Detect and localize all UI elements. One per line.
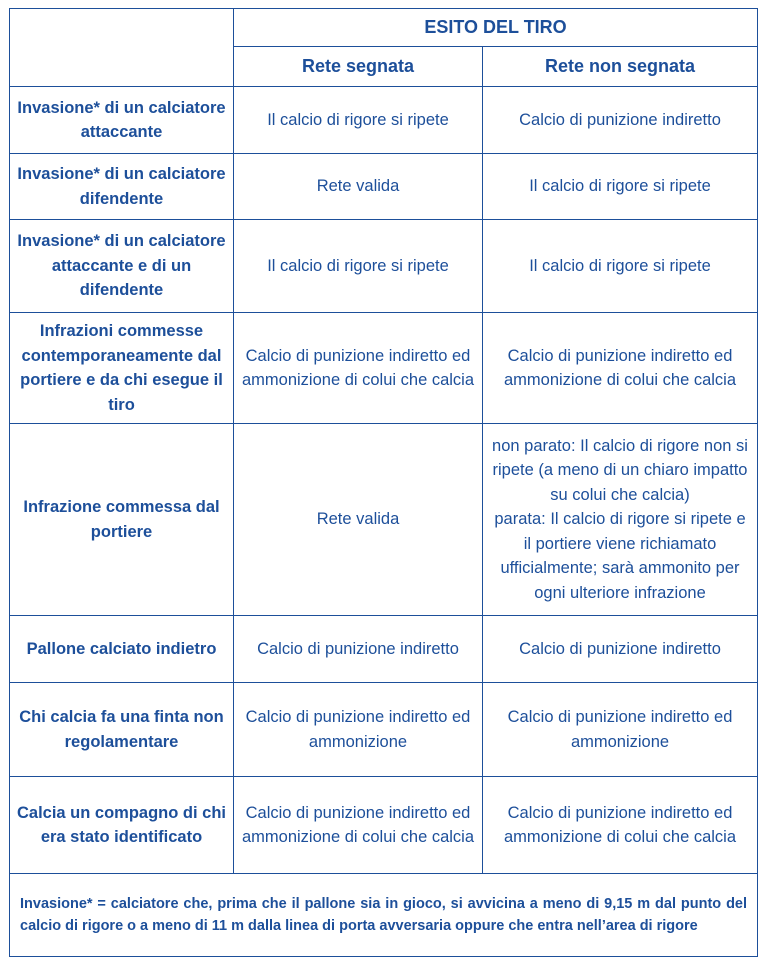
table-row <box>10 313 758 424</box>
row-label: Infrazione commessa dal portiere <box>10 424 234 616</box>
row-label: Invasione* di un calciatore attaccante <box>10 87 234 154</box>
row-label: Calcia un compagno di chi era stato identificato <box>10 777 234 874</box>
empty-corner-cell <box>10 9 234 87</box>
table-row <box>10 87 758 154</box>
table-row <box>10 220 758 313</box>
cell-scored: Calcio di punizione indiretto ed ammonizione <box>234 683 483 777</box>
cell-scored: Il calcio di rigore si ripete <box>234 220 483 313</box>
not-scored-line-saved: parata: Il calcio di rigore si ripete e il portiere viene richiamato ufficialmente; sarà ammonito per ogni ulteriore infrazione <box>494 510 746 602</box>
table-row <box>10 154 758 220</box>
cell-not-scored: Calcio di punizione indiretto ed ammonizione di colui che calcia <box>483 313 758 424</box>
cell-scored: Calcio di punizione indiretto ed ammonizione di colui che calcia <box>234 313 483 424</box>
footnote-row <box>10 874 758 957</box>
col-header-rete-non-segnata: Rete non segnata <box>483 47 758 87</box>
cell-not-scored: Calcio di punizione indiretto <box>483 616 758 683</box>
cell-scored: Il calcio di rigore si ripete <box>234 87 483 154</box>
row-label: Invasione* di un calciatore attaccante e di un difendente <box>10 220 234 313</box>
cell-scored: Rete valida <box>234 154 483 220</box>
row-label: Chi calcia fa una finta non regolamentare <box>10 683 234 777</box>
cell-not-scored: Il calcio di rigore si ripete <box>483 154 758 220</box>
not-scored-line-unsaved: non parato: Il calcio di rigore non si ripete (a meno di un chiaro impatto su colui che calcia) <box>492 436 748 504</box>
cell-scored: Calcio di punizione indiretto ed ammonizione di colui che calcia <box>234 777 483 874</box>
footnote-text: Invasione* = calciatore che, prima che il pallone sia in gioco, si avvicina a meno di 9,15 m dal punto del calcio di rigore o a meno di 11 m dalla linea di porta avversaria oppure che entra nell’area di rigore <box>20 895 748 934</box>
col-header-rete-segnata: Rete segnata <box>234 47 483 87</box>
cell-not-scored: Calcio di punizione indiretto ed ammonizione di colui che calcia <box>483 777 758 874</box>
header-row-group <box>10 9 758 47</box>
row-label: Infrazioni commesse contemporaneamente dal portiere e da chi esegue il tiro <box>10 313 234 424</box>
penalty-outcome-table <box>9 8 758 957</box>
row-label: Pallone calciato indietro <box>10 616 234 683</box>
table-row <box>10 424 758 616</box>
cell-not-scored: Calcio di punizione indiretto ed ammonizione <box>483 683 758 777</box>
group-header-esito: ESITO DEL TIRO <box>234 9 758 47</box>
cell-not-scored: Calcio di punizione indiretto <box>483 87 758 154</box>
cell-not-scored: Il calcio di rigore si ripete <box>483 220 758 313</box>
table-row <box>10 777 758 874</box>
cell-not-scored <box>483 424 758 616</box>
cell-scored: Calcio di punizione indiretto <box>234 616 483 683</box>
cell-scored: Rete valida <box>234 424 483 616</box>
row-label: Invasione* di un calciatore difendente <box>10 154 234 220</box>
table-row <box>10 683 758 777</box>
footnote <box>10 874 758 957</box>
table-row <box>10 616 758 683</box>
